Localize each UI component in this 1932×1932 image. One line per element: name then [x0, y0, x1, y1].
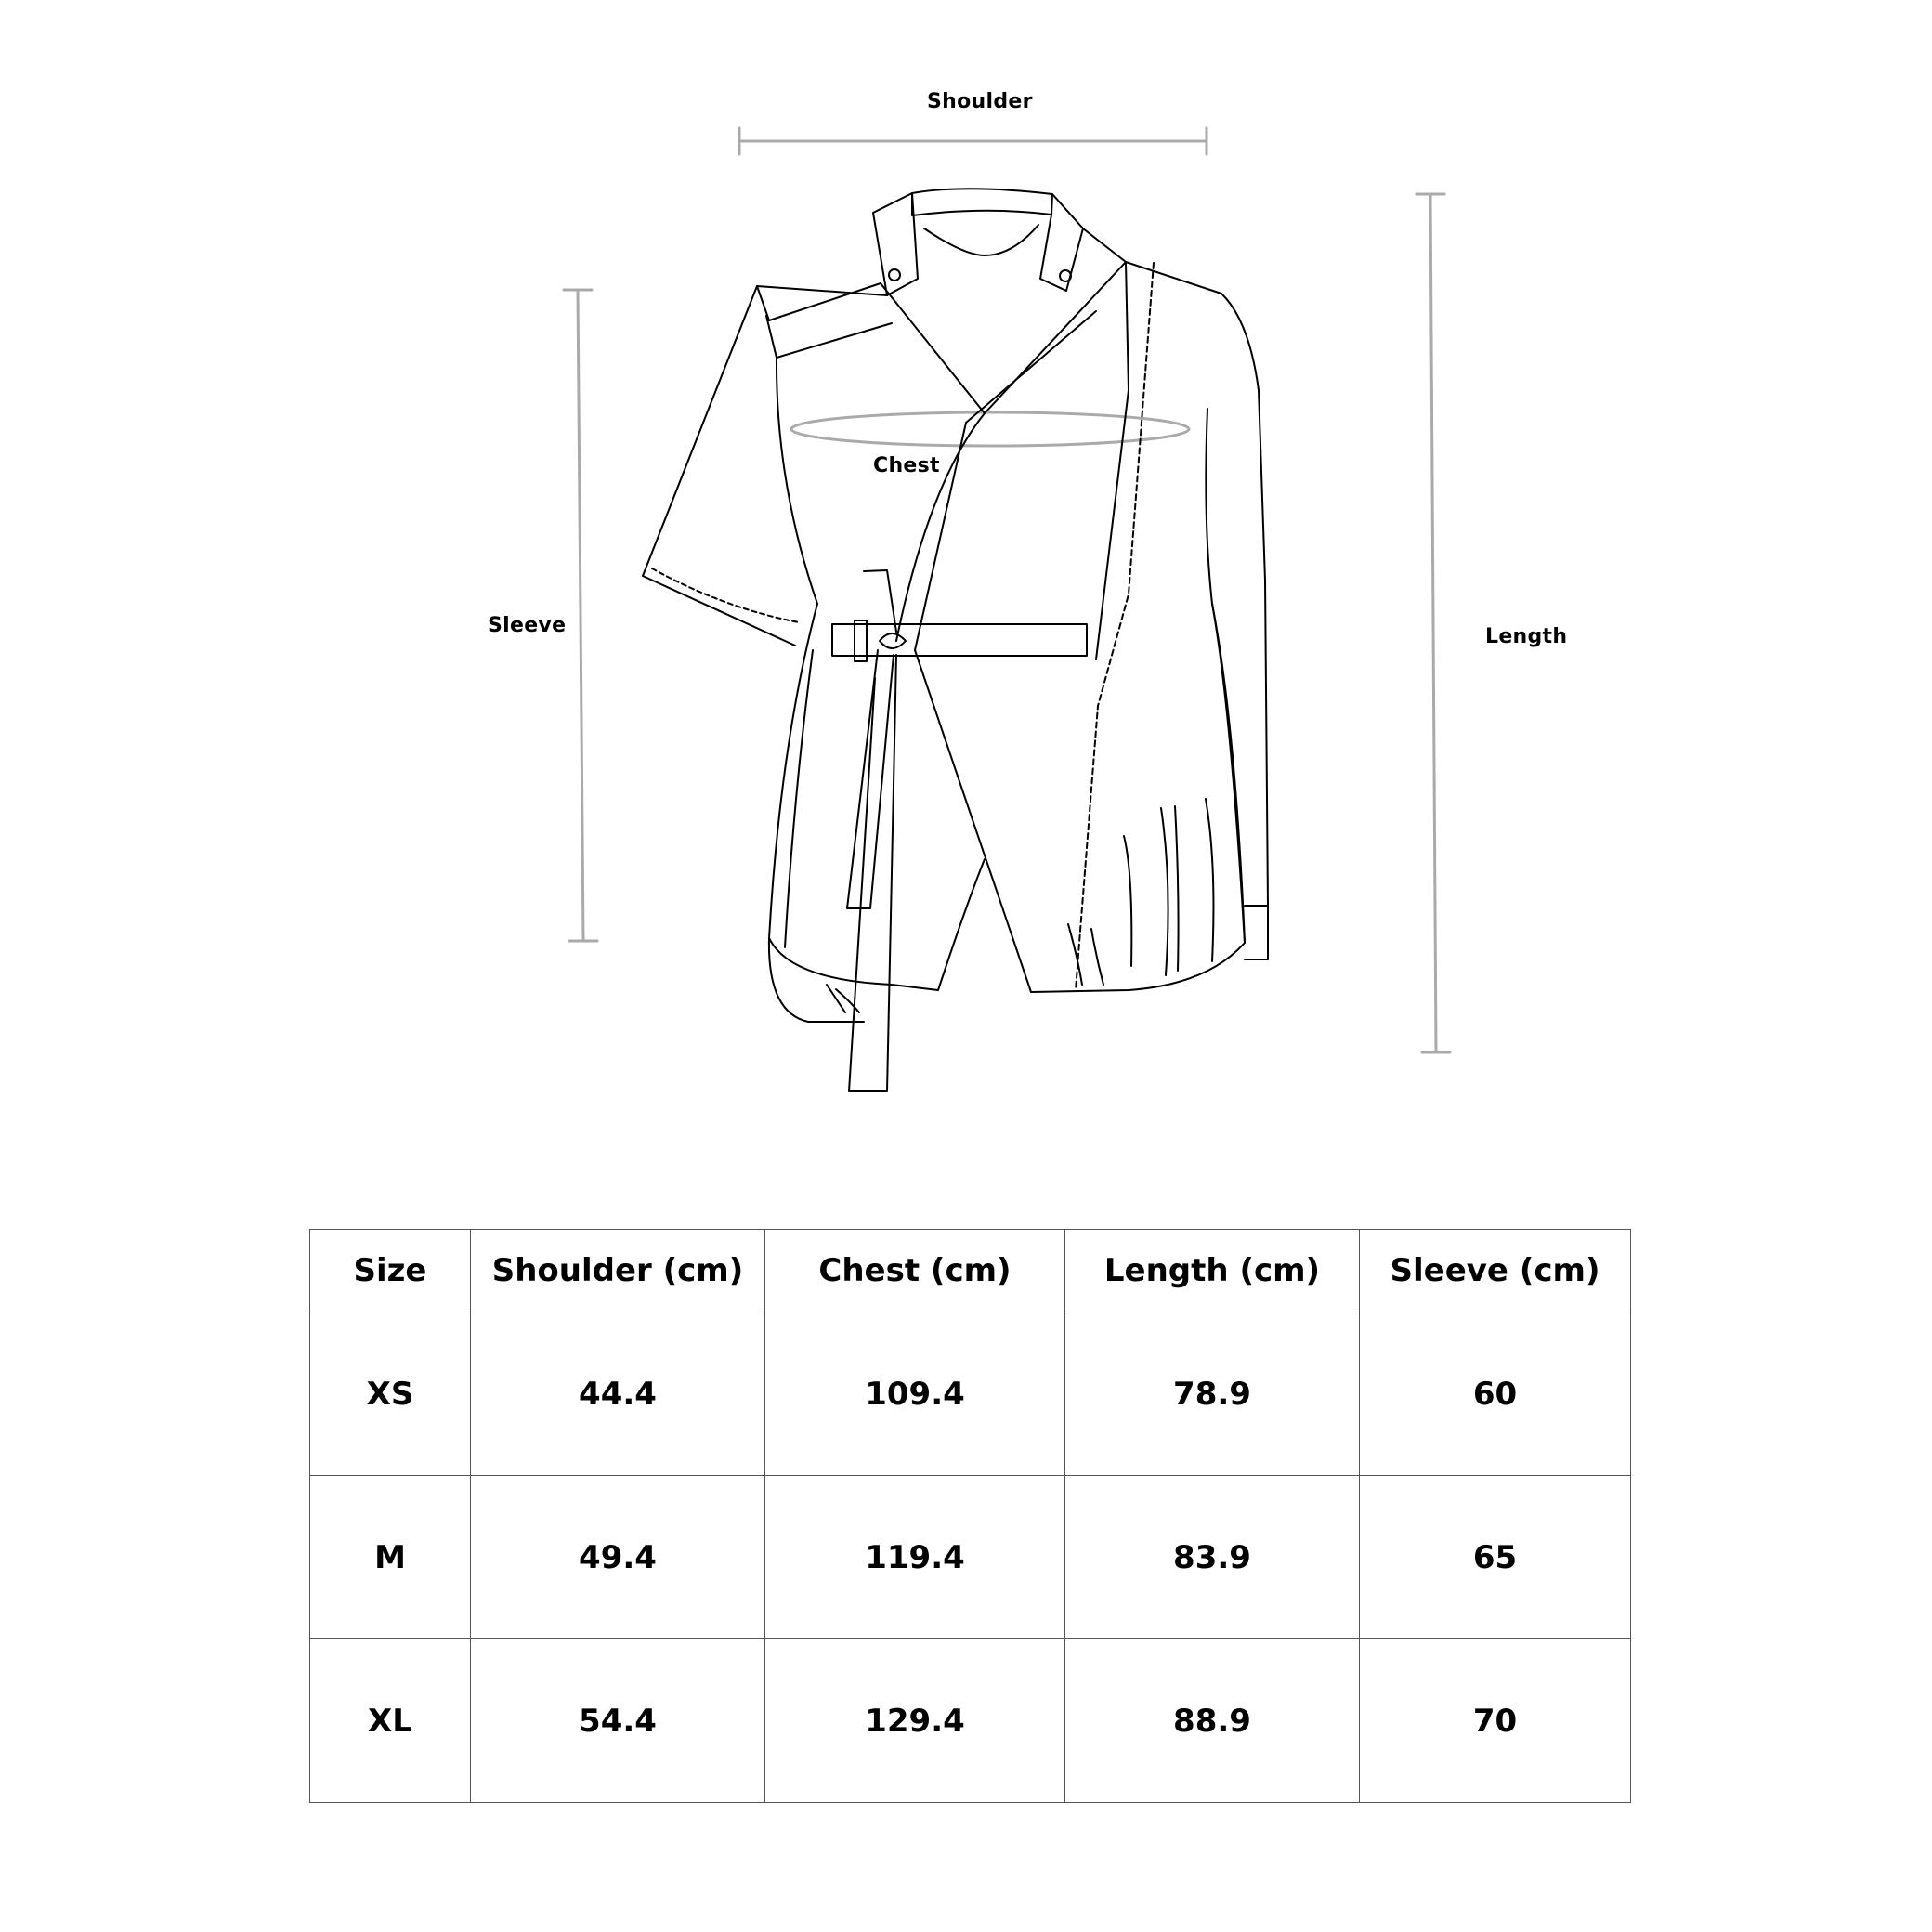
cell-chest: 129.4 [765, 1639, 1065, 1803]
cell-length: 88.9 [1065, 1639, 1360, 1803]
header-shoulder: Shoulder (cm) [471, 1230, 765, 1312]
shoulder-measure-line [739, 128, 1207, 154]
chest-measure-ellipse [791, 412, 1189, 446]
sleeve-measure-line [564, 290, 597, 941]
cell-sleeve: 65 [1360, 1476, 1631, 1639]
table-row [310, 1312, 1631, 1476]
cell-length: 78.9 [1065, 1312, 1360, 1476]
table-row [310, 1639, 1631, 1803]
cell-size: XS [310, 1312, 471, 1476]
cell-size: XL [310, 1639, 471, 1803]
cell-sleeve: 60 [1360, 1312, 1631, 1476]
shoulder-label: Shoulder [927, 90, 1033, 113]
header-size: Size [310, 1230, 471, 1312]
header-chest: Chest (cm) [765, 1230, 1065, 1312]
cell-chest: 109.4 [765, 1312, 1065, 1476]
size-chart-table [309, 1229, 1631, 1803]
collar [873, 189, 1083, 295]
header-sleeve: Sleeve (cm) [1360, 1230, 1631, 1312]
length-label: Length [1485, 625, 1568, 648]
cell-size: M [310, 1476, 471, 1639]
cell-shoulder: 54.4 [471, 1639, 765, 1803]
length-measure-line [1416, 194, 1450, 1052]
table-row [310, 1476, 1631, 1639]
table-header-row [310, 1230, 1631, 1312]
cell-length: 83.9 [1065, 1476, 1360, 1639]
cell-shoulder: 44.4 [471, 1312, 765, 1476]
cell-chest: 119.4 [765, 1476, 1065, 1639]
cell-shoulder: 49.4 [471, 1476, 765, 1639]
sleeve-label: Sleeve [488, 614, 567, 637]
belt-tie [832, 570, 1087, 1091]
header-length: Length (cm) [1065, 1230, 1360, 1312]
cell-sleeve: 70 [1360, 1639, 1631, 1803]
chest-label: Chest [873, 454, 940, 477]
